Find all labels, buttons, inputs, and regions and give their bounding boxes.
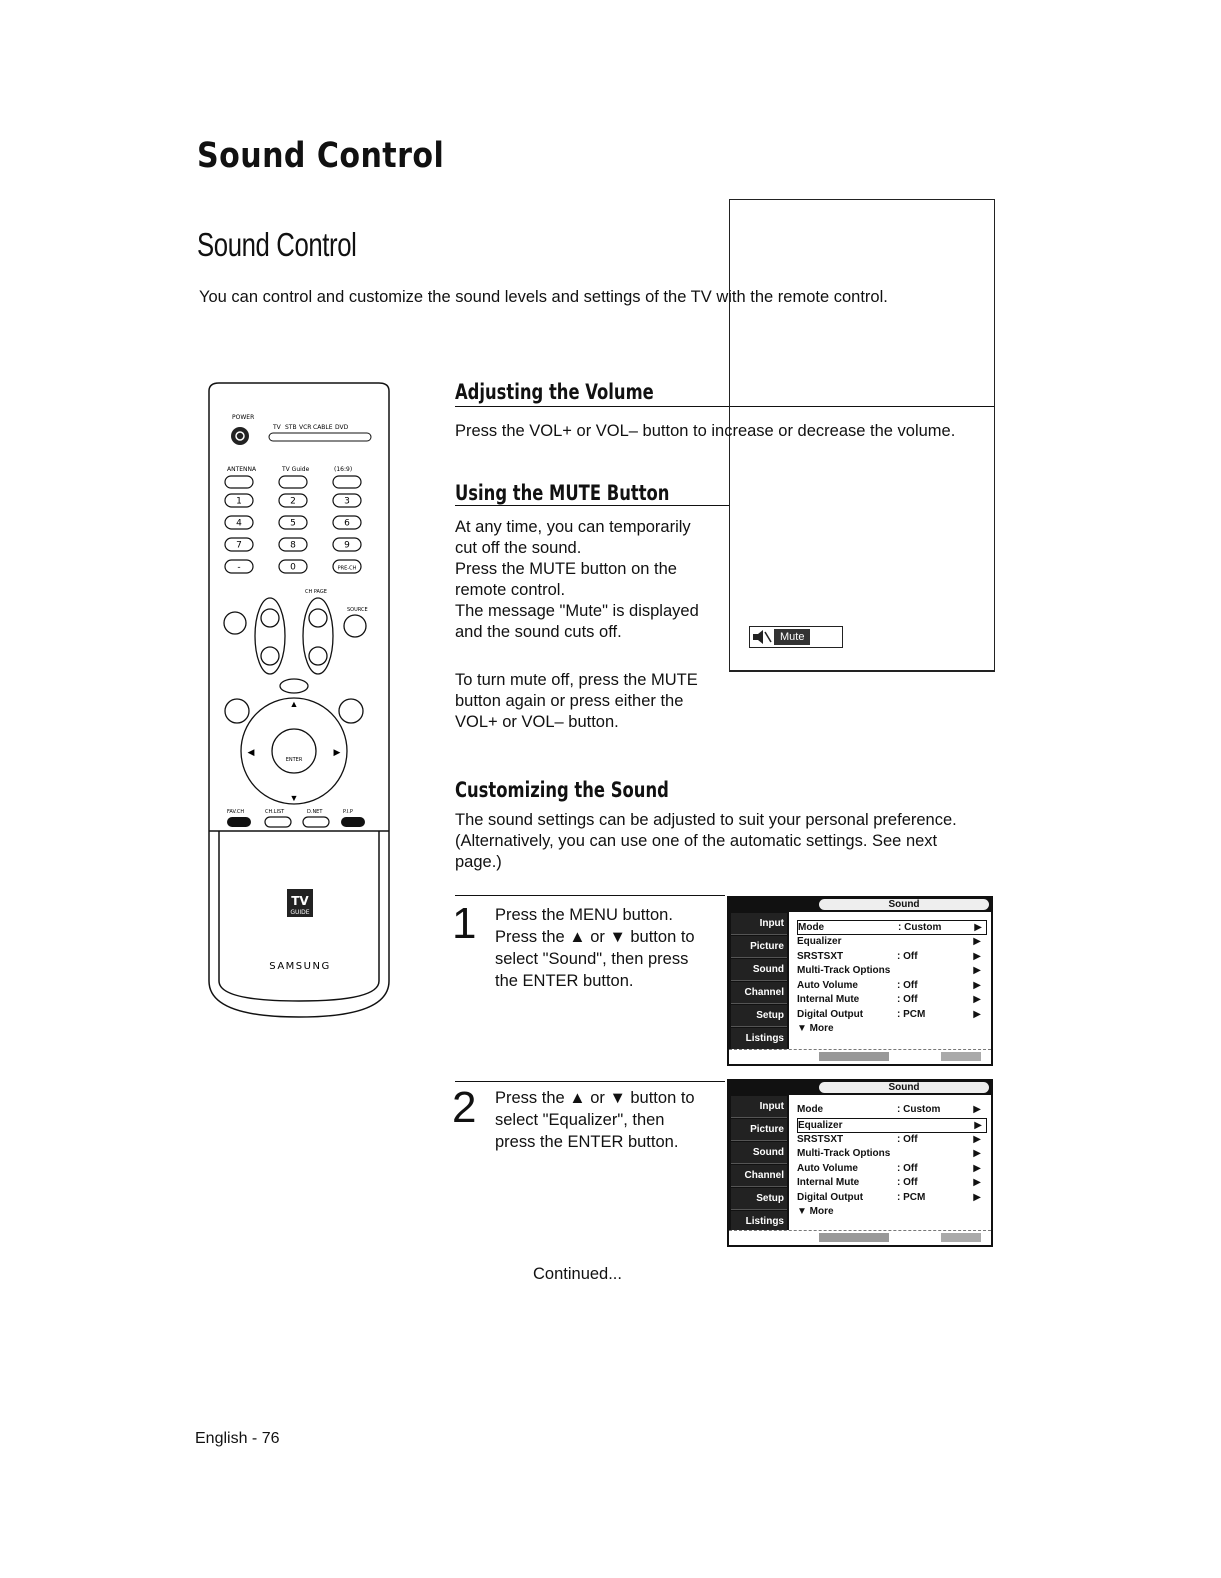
customize-line: (Alternatively, you can use one of the automatic settings. See next [455, 832, 938, 850]
osd-row [797, 1103, 987, 1118]
osd-row-label: Equalizer [798, 1119, 843, 1131]
mute-badge [749, 626, 843, 648]
mute-description [455, 517, 725, 643]
osd-row-label: Mode [797, 1104, 824, 1115]
osd-row-label: Auto Volume [797, 1162, 858, 1174]
osd-row-value: : Off [897, 979, 918, 991]
tv-guide-logo-tv: TV [291, 894, 309, 908]
customize-text [455, 810, 995, 873]
osd-row [797, 993, 987, 1008]
osd-row-label: Mode [798, 922, 825, 933]
antenna-label: ANTENNA [227, 466, 257, 473]
step-line: press the ENTER button. [495, 1133, 679, 1151]
step-line: select "Sound", then press [495, 950, 689, 968]
osd-row-value: : PCM [897, 1191, 926, 1203]
osd-side-item: Setup [731, 1005, 787, 1027]
osd-row-value: : Custom [897, 1104, 941, 1115]
osd-row-value: : Custom [898, 922, 942, 933]
digit-label: 6 [344, 518, 350, 529]
step-number: 1 [452, 899, 477, 948]
osd-row [797, 1118, 987, 1133]
chevron-right-icon: ▶ [973, 1104, 981, 1115]
mute-heading: Using the MUTE Button [455, 481, 670, 505]
chevron-right-icon: ▶ [973, 965, 981, 976]
osd-row-label: Digital Output [797, 1191, 864, 1203]
osd-title: Sound [819, 1082, 989, 1093]
continued-text: Continued... [533, 1265, 622, 1283]
nav-ring [241, 698, 347, 804]
source-button [344, 615, 366, 637]
osd-row-value [897, 935, 967, 950]
mute-badge-label: Mute [774, 629, 810, 645]
osd-row-label: ▼ More [797, 1206, 834, 1217]
mode-cable: CABLE [313, 424, 333, 431]
osd-row-label: Auto Volume [797, 979, 858, 991]
osd-row-value [898, 1119, 968, 1132]
osd-row [797, 1205, 987, 1220]
chevron-right-icon: ▶ [973, 1162, 981, 1174]
pip-label: P.I.P [343, 809, 353, 815]
osd-row-label: Multi-Track Options [797, 1148, 891, 1159]
chevron-right-icon: ▶ [973, 994, 981, 1005]
digit-label: 8 [290, 540, 296, 551]
osd-row-label: Internal Mute [797, 1177, 860, 1188]
osd-row-value: : PCM [897, 1008, 926, 1020]
chevron-right-icon [967, 1205, 981, 1220]
chevron-right-icon: ▶ [974, 1119, 982, 1131]
equalizer-menu-screenshot [727, 1079, 993, 1247]
step-number: 2 [452, 1083, 477, 1132]
digit-label: 1 [236, 496, 242, 507]
tvguide-label: TV Guide [282, 466, 310, 473]
osd-row-label: Multi-Track Options [797, 965, 891, 976]
osd-row [797, 979, 987, 994]
osd-row [797, 964, 987, 979]
osd-row [797, 1022, 987, 1037]
sound-menu-screenshot [727, 896, 993, 1066]
osd-side-item: Listings [731, 1028, 787, 1050]
osd-row-label: SRSTSXT [797, 1133, 844, 1145]
speaker-mute-icon [750, 628, 772, 646]
mute-off-line: To turn mute off, press the MUTE [455, 671, 698, 689]
osd-row-value: : Off [897, 994, 918, 1005]
customize-line: The sound settings can be adjusted to suit your personal preference. [455, 811, 957, 829]
osd-row-label: Equalizer [797, 936, 842, 947]
tv-guide-logo-guide: GUIDE [290, 909, 310, 916]
adjust-volume-text: Press the VOL+ or VOL– button to increase or decrease the volume. [455, 422, 956, 440]
osd-side-item: Sound [731, 1142, 787, 1164]
power-button-icon [231, 427, 249, 445]
mode-stb: STB [285, 424, 297, 431]
nav-down-icon: ▼ [289, 793, 299, 803]
chevron-right-icon: ▶ [973, 1191, 981, 1203]
mode-dvd: DVD [335, 424, 349, 431]
mute-line: cut off the sound. [455, 539, 582, 557]
dnet-label: D.NET [307, 809, 323, 815]
step-1-text [495, 904, 720, 992]
aspect-label: (16:9) [334, 466, 353, 473]
step-2-text [495, 1087, 720, 1153]
osd-row-value: : Off [897, 950, 918, 962]
mute-line: Press the MUTE button on the [455, 560, 677, 578]
chevron-right-icon: ▶ [973, 936, 981, 947]
nav-right-icon: ▶ [333, 747, 341, 757]
osd-row [797, 935, 987, 950]
digit-label: 0 [290, 562, 296, 573]
osd-side-item: Channel [731, 1165, 787, 1187]
step-line: the ENTER button. [495, 972, 634, 990]
digit-label: 7 [236, 540, 242, 551]
osd-side-item: Input [731, 1096, 787, 1118]
digit-label: 5 [290, 518, 296, 529]
chevron-right-icon: ▶ [973, 1133, 981, 1145]
osd-row [797, 1176, 987, 1191]
customize-heading: Customizing the Sound [455, 778, 669, 802]
osd-row-value [897, 1205, 967, 1220]
divider [455, 505, 730, 506]
step-line: select "Equalizer", then [495, 1111, 665, 1129]
mute-off-description [455, 670, 725, 733]
osd-side-item: Setup [731, 1188, 787, 1210]
mute-line: At any time, you can temporarily [455, 518, 691, 536]
osd-bottom-bar [729, 1049, 991, 1064]
osd-side-item: Picture [731, 936, 787, 958]
osd-side-item: Channel [731, 982, 787, 1004]
digit-label: 9 [344, 540, 350, 551]
mute-button [224, 612, 246, 634]
remote-power-label: POWER [232, 414, 255, 421]
mode-vcr: VCR [299, 424, 312, 431]
mute-line: and the sound cuts off. [455, 623, 622, 641]
enter-button [272, 729, 316, 773]
osd-side-item: Sound [731, 959, 787, 981]
osd-side-item: Input [731, 913, 787, 935]
osd-bottom-bar [729, 1230, 991, 1245]
osd-side-item: Picture [731, 1119, 787, 1141]
digit-label: 4 [236, 518, 242, 529]
osd-row-value: : Off [897, 1133, 918, 1145]
osd-row [797, 1147, 987, 1162]
osd-row-value [897, 964, 967, 979]
chevron-right-icon [967, 1022, 981, 1037]
favch-label: FAV.CH [227, 809, 245, 815]
osd-row [797, 1008, 987, 1023]
digit-label: 3 [344, 496, 350, 507]
chevron-right-icon: ▶ [974, 922, 982, 933]
intro-text: You can control and customize the sound levels and settings of the TV with the remote control. [199, 288, 888, 306]
osd-row [797, 1191, 987, 1206]
page-footer: English - 76 [195, 1430, 280, 1447]
section-title: Sound Control [197, 226, 357, 263]
osd-row [797, 1133, 987, 1148]
osd-row [797, 1162, 987, 1177]
chevron-right-icon: ▶ [973, 1177, 981, 1188]
step-line: Press the ▲ or ▼ button to [495, 1089, 695, 1107]
samsung-brand: SAMSUNG [269, 961, 331, 972]
osd-title: Sound [819, 899, 989, 910]
osd-side-item: Listings [731, 1211, 787, 1233]
chpage-label: CH PAGE [305, 589, 327, 595]
mute-line: The message "Mute" is displayed [455, 602, 699, 620]
osd-row-label: Internal Mute [797, 994, 860, 1005]
digit-label: 2 [290, 496, 296, 507]
mute-line: remote control. [455, 581, 566, 599]
osd-row-label: Digital Output [797, 1008, 864, 1020]
step-line: Press the ▲ or ▼ button to [495, 928, 695, 946]
customize-line: page.) [455, 853, 502, 871]
mode-tv: TV [273, 424, 281, 431]
source-label: SOURCE [347, 607, 368, 613]
osd-row-label: SRSTSXT [797, 950, 844, 962]
osd-row [797, 920, 987, 935]
osd-row [797, 950, 987, 965]
chevron-right-icon: ▶ [973, 979, 981, 991]
osd-row-label: ▼ More [797, 1023, 834, 1034]
mute-off-line: VOL+ or VOL– button. [455, 713, 619, 731]
step-line: Press the MENU button. [495, 906, 673, 924]
divider [455, 1081, 725, 1082]
chevron-right-icon: ▶ [973, 950, 981, 962]
digit-label: PRE-CH [337, 565, 357, 572]
chlist-label: CH.LIST [265, 809, 285, 815]
mute-off-line: button again or press either the [455, 692, 684, 710]
divider [455, 895, 725, 896]
enter-label: ENTER [285, 757, 303, 763]
osd-row-value: : Off [897, 1162, 918, 1174]
mute-screen [729, 199, 995, 672]
digit-label: - [237, 562, 241, 573]
osd-row-value: : Off [897, 1177, 918, 1188]
osd-row-value [897, 1147, 967, 1162]
nav-up-icon: ▲ [289, 699, 299, 709]
adjust-volume-heading: Adjusting the Volume [455, 380, 654, 404]
nav-left-icon: ◀ [247, 747, 255, 757]
chevron-right-icon: ▶ [973, 1148, 981, 1159]
remote-control-illustration [197, 381, 402, 1021]
chevron-right-icon: ▶ [973, 1008, 981, 1020]
page-title: Sound Control [197, 136, 445, 176]
osd-row-value [897, 1022, 967, 1037]
